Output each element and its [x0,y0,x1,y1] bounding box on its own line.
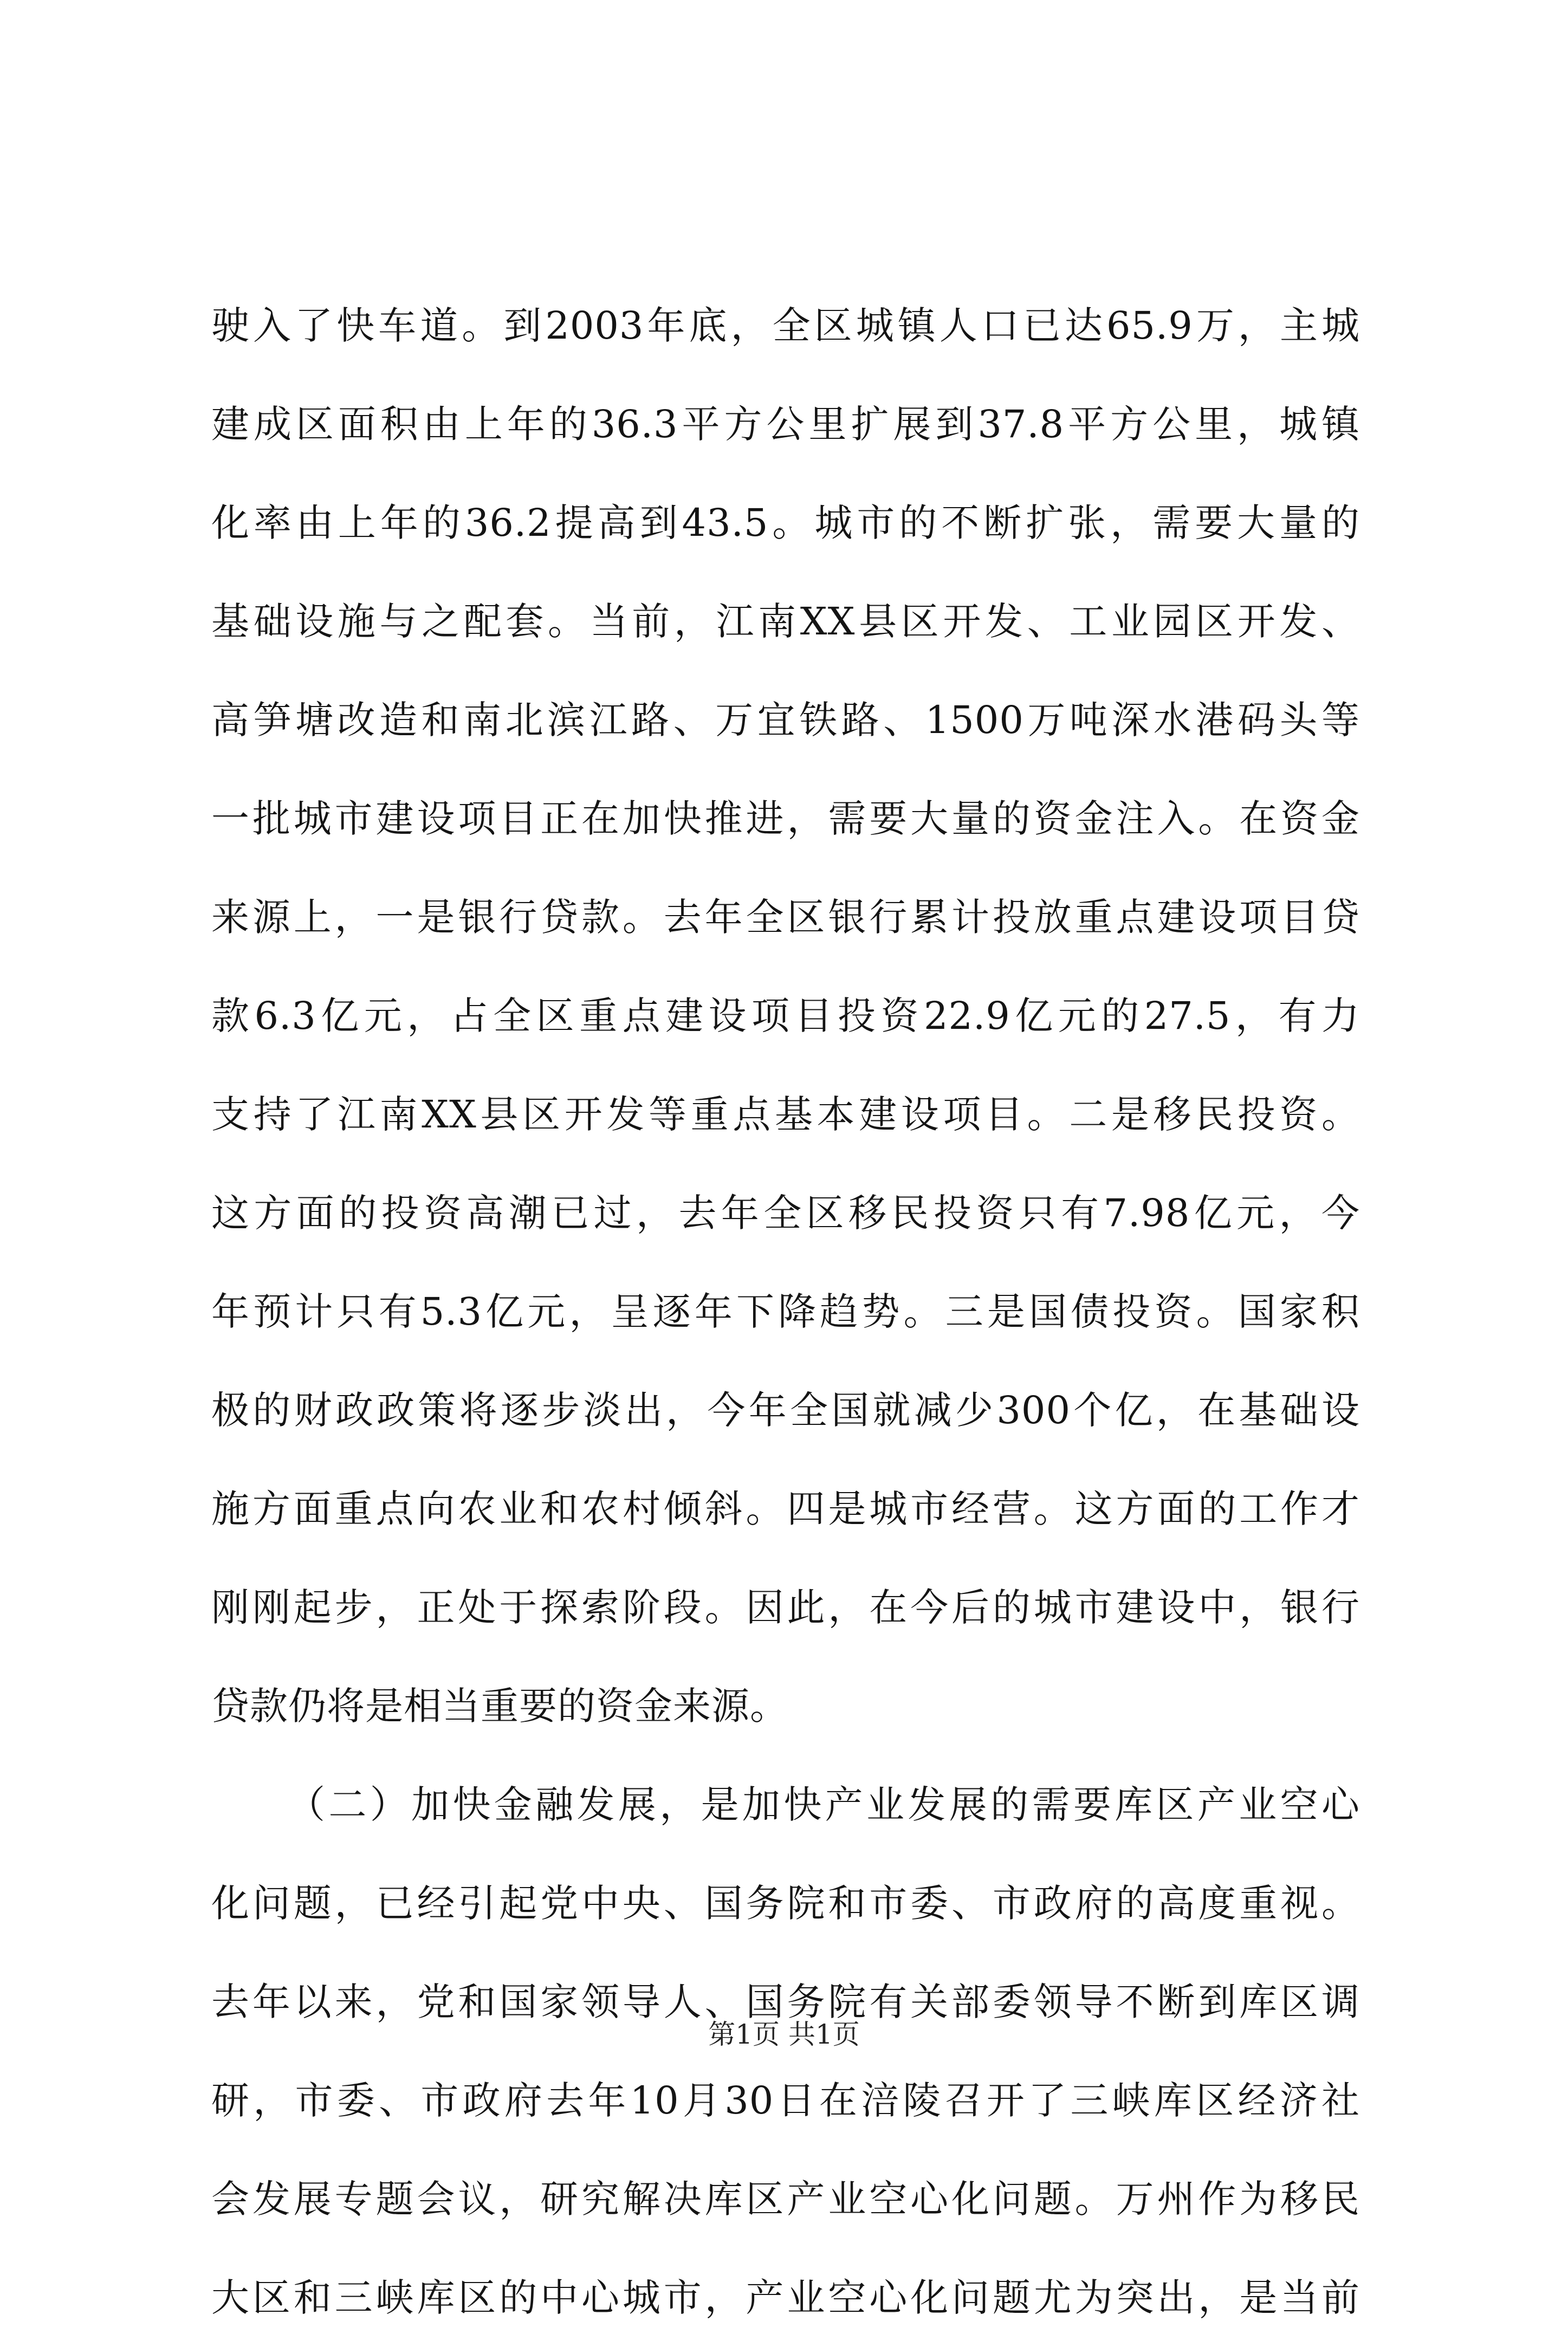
text-line: 来源上，一是银行贷款。去年全区银行累计投放重点建设项目贷 [211,895,1360,939]
text-line: 年预计只有5.3亿元，呈逐年下降趋势。三是国债投资。国家积 [211,1289,1360,1334]
text-line: 支持了江南XX县区开发等重点基本建设项目。二是移民投资。 [211,1092,1360,1137]
text-line: 会发展专题会议，研究解决库区产业空心化问题。万州作为移民 [211,2177,1360,2221]
text-line: 极的财政政策将逐步淡出，今年全国就减少300个亿，在基础设 [211,1388,1360,1432]
text-line: 去年以来，党和国家领导人、国务院有关部委领导不断到库区调 [211,1980,1360,2024]
text-line: 驶入了快车道。到2003年底，全区城镇人口已达65.9万，主城 [211,303,1360,348]
text-line: 建成区面积由上年的36.3平方公里扩展到37.8平方公里，城镇 [211,402,1360,446]
text-line: 研，市委、市政府去年10月30日在涪陵召开了三峡库区经济社 [211,2078,1360,2123]
text-line: 高笋塘改造和南北滨江路、万宜铁路、1500万吨深水港码头等 [211,698,1360,742]
page-number-footer: 第1页 共1页 [708,2019,860,2050]
text-line: 一批城市建设项目正在加快推进，需要大量的资金注入。在资金 [211,796,1360,841]
text-line: 化问题，已经引起党中央、国务院和市委、市政府的高度重视。 [211,1881,1360,1925]
text-line: 大区和三峡库区的中心城市，产业空心化问题尤为突出，是当前 [211,2275,1360,2320]
text-line-paragraph-end: 贷款仍将是相当重要的资金来源。 [211,1684,788,1728]
text-line: 刚刚起步，正处于探索阶段。因此，在今后的城市建设中，银行 [211,1585,1360,1630]
text-line: 基础设施与之配套。当前，江南XX县区开发、工业园区开发、 [211,599,1360,644]
text-line: 款6.3亿元，占全区重点建设项目投资22.9亿元的27.5，有力 [211,994,1360,1038]
text-line: 这方面的投资高潮已过，去年全区移民投资只有7.98亿元，今 [211,1191,1360,1235]
text-line-section-heading: （二）加快金融发展，是加快产业发展的需要库区产业空心 [287,1782,1360,1827]
text-line: 施方面重点向农业和农村倾斜。四是城市经营。这方面的工作才 [211,1487,1360,1531]
text-line: 化率由上年的36.2提高到43.5。城市的不断扩张，需要大量的 [211,501,1360,545]
